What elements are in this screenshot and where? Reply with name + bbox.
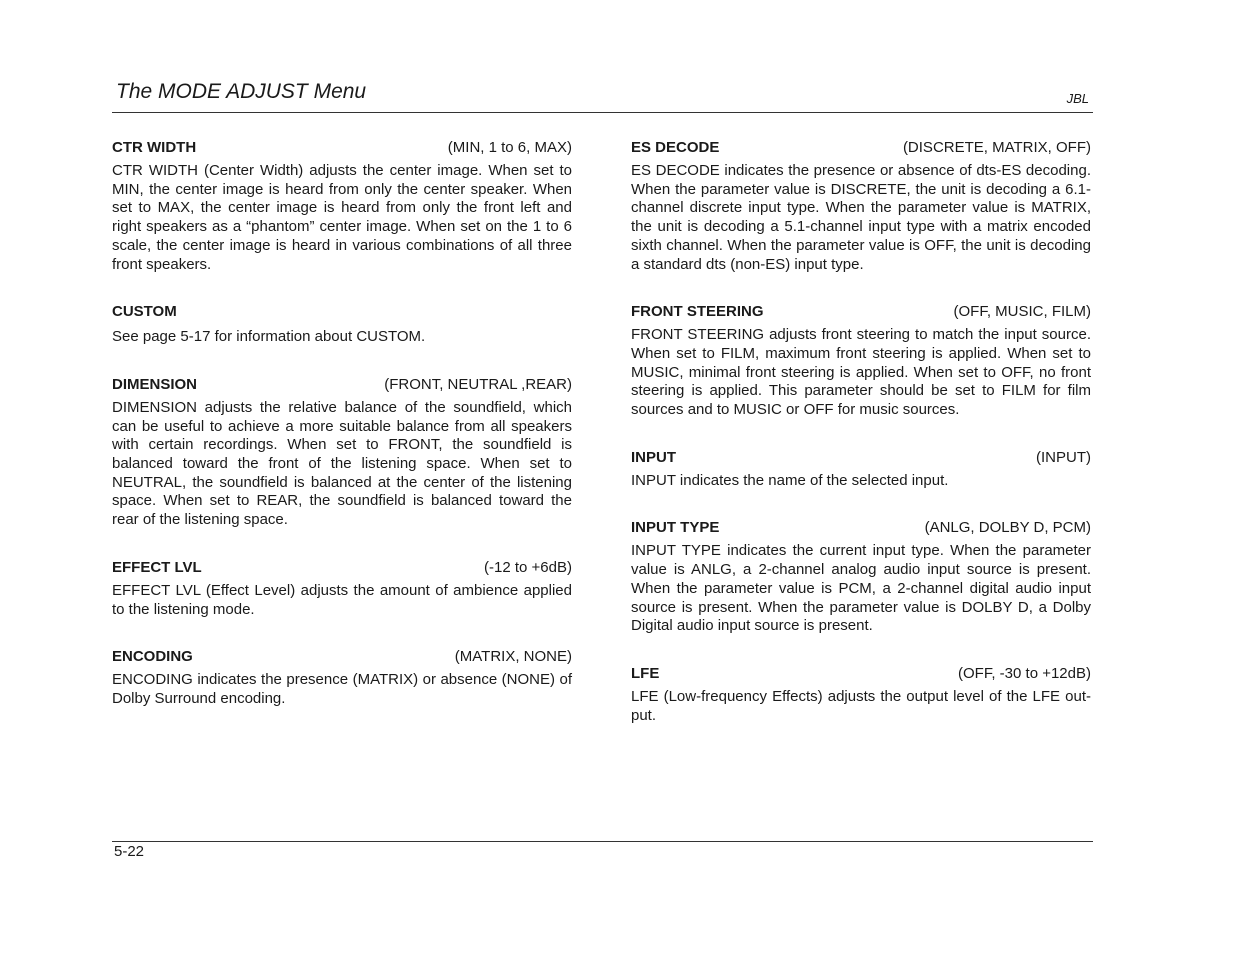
entry-description: ES DECODE indicates the presence or absence of dts-ES decoding. When the parameter value is DISCRETE, the unit is decoding a 6.1-channel discrete input type. When the parameter value is MATRIX, the unit is decoding a 5.1-channel input type with a matrix encoded sixth channel. When the parameter value is OFF, the unit is decoding a standard dts (non-ES) input type.	[631, 162, 1091, 273]
entry-range: (OFF, -30 to +12dB)	[958, 664, 1091, 682]
entry-description: ENCODING indicates the presence (MATRIX) or absence (NONE) of Dolby Surround encoding.	[112, 671, 572, 707]
entry-range: (FRONT, NEUTRAL ,REAR)	[384, 375, 572, 393]
entry-name: FRONT STEERING	[631, 303, 764, 321]
page-number: 5-22	[114, 843, 145, 860]
entry-range: (ANLG, DOLBY D, PCM)	[924, 519, 1091, 537]
entry-name: LFE	[631, 664, 660, 682]
entry-description: DIMENSION adjusts the relative balance of the soundfield, which can be useful to achieve a more suitable balance from all speakers with certain recordings. When set to FRONT, the soundfield is balanced toward the front of the listening space. When set to NEUTRAL, the soundfield is balanced at the center of the listening space. When set to REAR, the soundfield is balanced toward the rear of the listening space.	[112, 398, 572, 529]
entry-name: ENCODING	[112, 648, 193, 666]
right-column	[631, 139, 1091, 725]
entry-name: DIMENSION	[112, 375, 198, 393]
entry-description: CTR WIDTH (Center Width) adjusts the center image. When set to MIN, the center image is heard from only the center speaker. When set to MAX, the center image is heard from only the front left and right speakers as a “phantom” center image. When set on the 1 to 6 scale, the center image is heard in various combinations of all three front speakers.	[112, 162, 572, 273]
entry-name: CUSTOM	[112, 303, 177, 321]
entry-name: EFFECT LVL	[112, 558, 202, 576]
entry-description: INPUT TYPE indicates the current input type. When the parameter value is ANLG, a 2-channel analog audio input source is present. When the parameter value is PCM, a 2-channel digital audio input source is present. When the parameter value is DOLBY D, a Dolby Digital audio input source is present.	[631, 542, 1091, 635]
entry-range: (MATRIX, NONE)	[454, 648, 572, 666]
entry-description: FRONT STEERING adjusts front steering to match the input source. When set to FILM, maximum front steering is applied. When set to MUSIC, minimal front steering is applied. When set to OFF, no front steering is applied. This parameter should be set to FILM for film sources and to MUSIC or OFF for music sources.	[631, 326, 1091, 419]
entry-name: INPUT TYPE	[631, 519, 720, 537]
brand-label: JBL	[1066, 91, 1089, 106]
entry-name: CTR WIDTH	[112, 139, 197, 156]
entry-ctr-width	[112, 139, 572, 274]
entry-effect-lvl	[112, 559, 572, 619]
entry-range: (OFF, MUSIC, FILM)	[953, 303, 1091, 321]
entry-lfe	[631, 665, 1091, 725]
left-column	[112, 139, 572, 709]
entry-description: See page 5-17 for information about CUSTOM.	[112, 328, 426, 346]
entry-range: (-12 to +6dB)	[484, 558, 572, 576]
entry-name: INPUT	[631, 448, 676, 466]
entry-input	[631, 449, 1091, 491]
entry-description: INPUT indicates the name of the selected input.	[631, 471, 949, 489]
page-title: The MODE ADJUST Menu	[116, 80, 367, 103]
entry-range: (INPUT)	[1036, 448, 1091, 466]
entry-range: (MIN, 1 to 6, MAX)	[447, 139, 572, 156]
entry-custom	[112, 303, 572, 347]
entry-description: EFFECT LVL (Effect Level) adjusts the amount of ambience applied to the listening mode.	[112, 581, 572, 618]
header-rule	[112, 112, 1093, 113]
footer-rule	[112, 841, 1093, 842]
entry-description: LFE (Low-frequency Effects) adjusts the output level of the LFE out-put.	[631, 687, 1091, 724]
entry-dimension	[112, 376, 572, 530]
entry-range: (DISCRETE, MATRIX, OFF)	[902, 139, 1091, 156]
entry-name: ES DECODE	[631, 139, 720, 156]
entry-encoding	[112, 648, 572, 708]
entry-front-steering	[631, 303, 1091, 420]
entry-input-type	[631, 519, 1091, 636]
entry-es-decode	[631, 139, 1091, 274]
